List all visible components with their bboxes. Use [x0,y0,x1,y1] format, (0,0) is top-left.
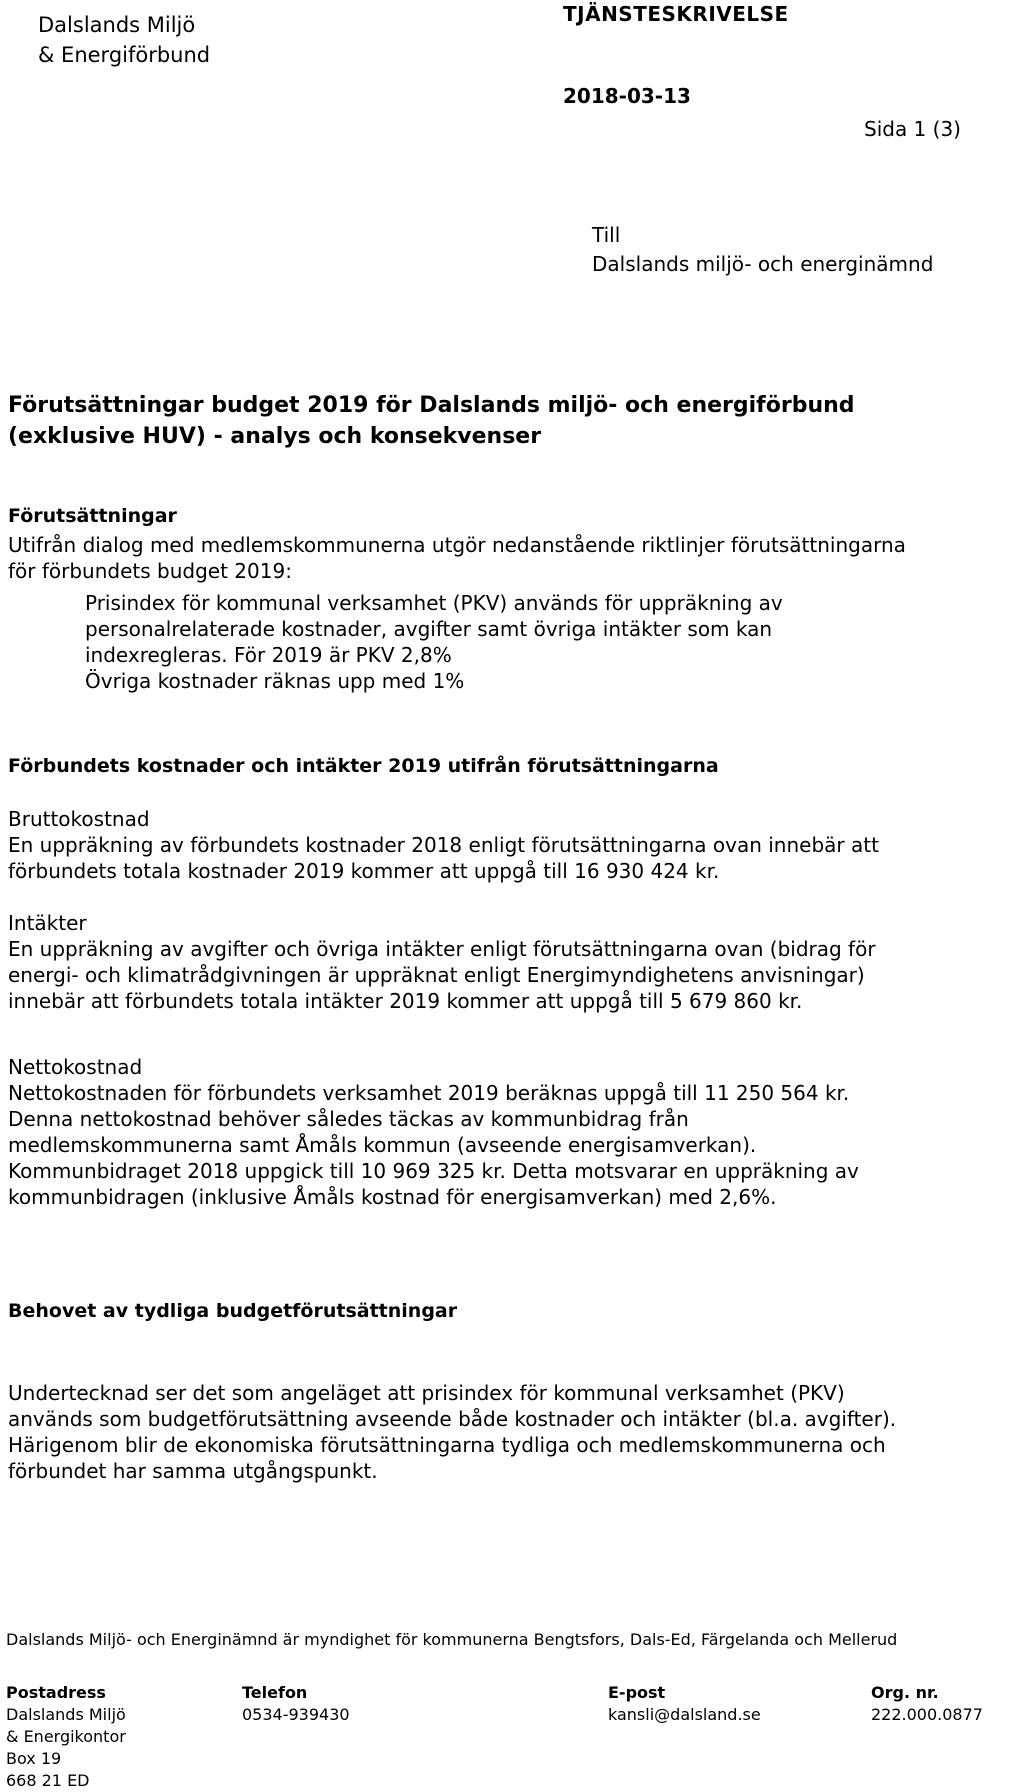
recipient-line-2: Dalslands miljö- och energinämnd [592,252,934,276]
postadress-line: 668 21 ED [6,1771,90,1790]
text-line: En uppräkning av förbundets kostnader 2018 enligt förutsättningarna ovan innebär att [8,833,879,857]
orgnr-label: Org. nr. [871,1683,939,1702]
text-line: Härigenom blir de ekonomiska förutsättningarna tydliga och medlemskommunerna och [8,1433,886,1457]
document-title [8,390,1018,452]
epost-label: E-post [608,1683,666,1702]
text-line: energi- och klimatrådgivningen är uppräknat enligt Energimyndighetens anvisningar) [8,963,865,987]
footer-postadress [6,1682,126,1792]
recipient [592,221,933,279]
intakter-block [8,910,876,1014]
recipient-line-1: Till [592,223,621,247]
organization-name [38,10,210,70]
text-line: Nettokostnaden för förbundets verksamhet 2019 beräknas uppgå till 11 250 564 kr. [8,1081,850,1105]
section-heading-kostnader-intakter: Förbundets kostnader och intäkter 2019 utifrån förutsättningarna [8,755,719,777]
section-heading-forutsattningar: Förutsättningar [8,505,177,527]
postadress-line: & Energikontor [6,1727,126,1746]
text-line: kommunbidragen (inklusive Åmåls kostnad för energisamverkan) med 2,6%. [8,1185,777,1209]
bruttokostnad-block [8,806,879,884]
section1-paragraph [8,532,906,584]
text-line: Undertecknad ser det som angeläget att prisindex för kommunal verksamhet (PKV) [8,1381,845,1405]
postadress-line: Dalslands Miljö [6,1705,126,1724]
title-line-1: Förutsättningar budget 2019 för Dalslands miljö- och energiförbund [8,393,855,418]
page-number: Sida 1 (3) [864,117,961,141]
org-line-1: Dalslands Miljö [38,13,196,37]
epost-value: kansli@dalsland.se [608,1705,761,1724]
postadress-label: Postadress [6,1683,106,1702]
nettokostnad-block [8,1054,859,1210]
document-date: 2018-03-13 [563,84,691,108]
footer-orgnr [871,1682,983,1726]
orgnr-value: 222.000.0877 [871,1705,983,1724]
postadress-line: Box 19 [6,1749,62,1768]
section3-paragraph [8,1380,896,1484]
text-line: personalrelaterade kostnader, avgifter samt övriga intäkter som kan [85,617,773,641]
text-line: Övriga kostnader räknas upp med 1% [85,669,465,693]
text-line: Denna nettokostnad behöver således täckas av kommunbidrag från [8,1107,689,1131]
text-line: Utifrån dialog med medlemskommunerna utgör nedanstående riktlinjer förutsättningarna [8,533,906,557]
text-line: förbundets totala kostnader 2019 kommer att uppgå till 16 930 424 kr. [8,859,720,883]
footer-statement: Dalslands Miljö- och Energinämnd är myndighet för kommunerna Bengtsfors, Dals-Ed, Färgelanda och Mellerud [6,1630,898,1649]
text-line: innebär att förbundets totala intäkter 2019 kommer att uppgå till 5 679 860 kr. [8,989,803,1013]
section-heading-behovet: Behovet av tydliga budgetförutsättningar [8,1300,458,1322]
text-line: förbundet har samma utgångspunkt. [8,1459,378,1483]
text-line: En uppräkning av avgifter och övriga intäkter enligt förutsättningarna ovan (bidrag för [8,937,876,961]
text-line: Kommunbidraget 2018 uppgick till 10 969 325 kr. Detta motsvarar en uppräkning av [8,1159,859,1183]
telefon-label: Telefon [242,1683,308,1702]
subheading-bruttokostnad: Bruttokostnad [8,807,150,831]
text-line: Prisindex för kommunal verksamhet (PKV) används för uppräkning av [85,591,783,615]
document-type: TJÄNSTESKRIVELSE [563,2,789,26]
telefon-value: 0534-939430 [242,1705,350,1724]
text-line: indexregleras. För 2019 är PKV 2,8% [85,643,452,667]
subheading-nettokostnad: Nettokostnad [8,1055,143,1079]
title-line-2: (exklusive HUV) - analys och konsekvenser [8,424,542,449]
text-line: för förbundets budget 2019: [8,559,292,583]
footer-epost [608,1682,761,1726]
org-line-2: & Energiförbund [38,43,211,67]
section1-indented-list [85,590,1015,694]
text-line: medlemskommunerna samt Åmåls kommun (avseende energisamverkan). [8,1133,757,1157]
footer-telefon [242,1682,350,1726]
text-line: används som budgetförutsättning avseende både kostnader och intäkter (bl.a. avgifter). [8,1407,897,1431]
subheading-intakter: Intäkter [8,911,87,935]
